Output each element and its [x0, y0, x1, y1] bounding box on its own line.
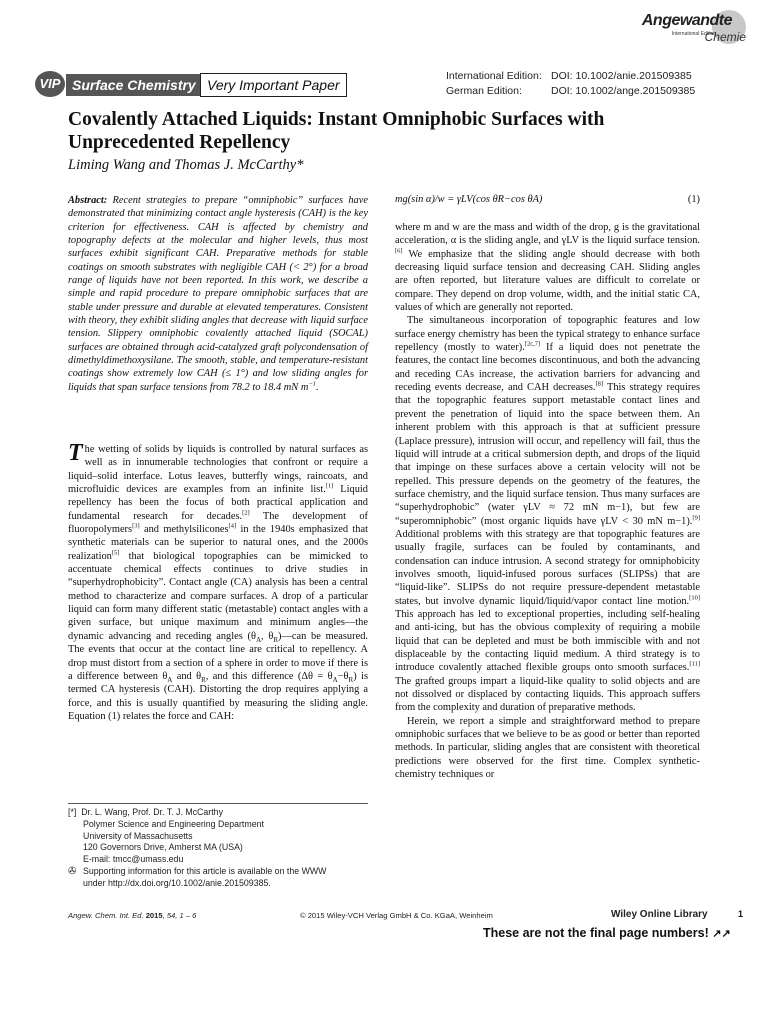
body-text: The simultaneous incorporation of topographic features and low surface energy chemistry has been the typical strategy to enhance surface repellency (mostly to water).: [395, 315, 700, 354]
ref: [5]: [111, 549, 120, 557]
doi-ger-label: German Edition:: [446, 85, 522, 97]
footnote-rule: [68, 803, 368, 804]
body-left-column: [68, 440, 368, 723]
body-text: , θ: [261, 630, 274, 642]
article-title: Covalently Attached Liquids: Instant Omniphobic Surfaces with Unprecedented Repellency: [68, 109, 605, 153]
abstract: [68, 194, 368, 394]
citation: [68, 911, 196, 920]
double-arrow-icon: ↗↗: [712, 928, 731, 940]
body-text: and θ: [172, 670, 202, 682]
doi-intl: DOI: 10.1002/anie.201509385: [551, 70, 692, 82]
body-text: )—can be measured. The events that occur at the contact line are critical to repellency. A drop must distort from a section of a sphere in order to move if there is a difference between θ: [68, 630, 368, 682]
subscript: R: [348, 675, 354, 684]
page-number: 1: [738, 909, 744, 919]
subscript: R: [201, 675, 206, 684]
vip-badge: VIP: [35, 71, 65, 97]
doi-ger: DOI: 10.1002/ange.201509385: [551, 85, 696, 97]
citation-year: 2015: [145, 911, 163, 920]
body-text: where m and w are the mass and width of the drop, g is the gravitational acceleration, α is the sliding angle, and γLV is the liquid surface tension.: [395, 222, 700, 247]
subscript: A: [332, 675, 338, 684]
abstract-label: Abstract:: [68, 195, 108, 206]
body-text: in the 1940s emphasized that synthetic materials can be superior to natural ones, and the 2000s realization: [68, 524, 368, 562]
footnote-email: E-mail: tmcc@umass.edu: [83, 854, 184, 865]
body-text: If a liquid does not penetrate the features, the contact line becomes discontinuous, and both the advancing and receding CAs increase, the activation barriers for advancing and receding events decrease, and CAH decreases.: [395, 342, 700, 394]
body-text: ) is termed CA hysteresis (CAH). Distorting the drop requires applying a force, and this is usually quantified by measuring the sliding angle. Equation (1) relates the force and CAH:: [68, 670, 368, 722]
body-text: , and this difference (Δθ = θ: [205, 670, 333, 682]
copyright: © 2015 Wiley-VCH Verlag GmbH & Co. KGaA, Weinheim: [300, 911, 493, 920]
footnote-line: Dr. L. Wang, Prof. Dr. T. J. McCarthy: [81, 807, 223, 817]
footnote-marker: [*]: [68, 807, 77, 817]
ref: [10]: [689, 594, 700, 602]
footnote-line: 120 Governors Drive, Amherst MA (USA): [83, 842, 243, 853]
supporting-info-line: Supporting information for this article is available on the WWW: [83, 865, 327, 876]
doi-intl-label: International Edition:: [446, 70, 542, 82]
ref: [8]: [595, 380, 604, 388]
abstract-end: .: [315, 381, 319, 393]
abstract-text: Recent strategies to prepare “omniphobic” surfaces have demonstrated that minimizing contact angle hysteresis (CAH) is the key criterion for effectiveness. CAH is affected by chemistry and topography defects at the molecular and higher levels, thus most surfaces exhibit significant CAH. Preparative methods for stable coatings on smooth substrates with negligible CAH (< 2°) for a broad range of liquids have not been reported. In this work, we describe a simple and rapid procedure to prepare omniphobic surfaces that are stable under pressure and durable at elevated temperatures. Consistent with theory, they exhibit sliding angles that decrease with liquid surface tension. Slippery omniphobic covalently attached liquid (SOCAL) surfaces are obtained through acid-catalyzed graft polycondensation of dimethyldimethoxysilane. The smooth, stable, and temperature-resistant coatings show extremely low CAH (≤ 1°) and low sliding angles for liquids that span surface tensions from 78.2 to 18.4 mN m: [68, 195, 368, 393]
subscript: A: [255, 635, 262, 644]
footnote-line: Polymer Science and Engineering Department: [83, 818, 264, 829]
ref: [3]: [132, 522, 140, 530]
ref: [1]: [325, 482, 334, 490]
paper-type-label: Very Important Paper: [200, 73, 347, 97]
logo-main-text: Angewandte: [641, 12, 732, 29]
body-right-column: [395, 221, 700, 781]
subscript: A: [167, 675, 173, 684]
body-text: Additional problems with this strategy are that topographic features are usually fragile, surfaces can be fouled by contaminants, and condensation can induce intrusion. A second strategy for omniphobicity involves smooth, liquid-infused porous surfaces (SLIPSs) that are “liquid-like”. SLIPSs do not require pressure-dependent metastable states, but involve dynamic liquid/liquid/vapor contact line motion.: [395, 528, 700, 607]
journal-logo: [640, 8, 750, 48]
ref: [9]: [692, 514, 700, 522]
body-text: The development of fluoropolymers: [68, 510, 368, 536]
footnote: [68, 807, 378, 890]
body-text: he wetting of solids by liquids is controlled by natural surfaces as well as in innumerable technologies that confront or require a liquid–solid interface. Lotus leaves, butterfly wings, raincoats, and microfluidic devices are examples from an infinite list.: [68, 444, 368, 496]
logo-tiny-text: International Edition: [671, 31, 716, 37]
body-text: This approach has led to exceptional properties, including self-healing and anti-icing, but has the obvious complexity of requiring a mobile liquid that can be depleted and must be both immiscible with and not displaceable by the contacting liquid medium. A third strategy is to introduce covalently attached flexible groups onto smooth surfaces.: [395, 608, 700, 674]
category-label: Surface Chemistry: [66, 74, 202, 96]
equation-1: [395, 194, 700, 205]
body-text: and methylsilicones: [139, 524, 229, 536]
citation-journal: Angew. Chem. Int. Ed.: [68, 911, 144, 920]
body-text: We emphasize that the sliding angle should decrease with both decreasing liquid surface tension and decreasing CAH. Sliding angles are often reported, but literature values are difficult to correlate or compare. They depend on drop volume, width, and the initial static CA, values of which are generally not reported.: [395, 248, 700, 314]
body-text: −θ: [337, 670, 349, 682]
footnote-line: University of Massachusetts: [83, 830, 193, 841]
wiley-online-library[interactable]: Wiley Online Library: [611, 909, 708, 920]
ref: [11]: [689, 660, 700, 668]
equation-text: mg(sin α)/w = γLV(cos θR−cos θA): [395, 194, 543, 205]
body-text: Herein, we report a simple and straightforward method to prepare omniphobic surfaces that we believe to be as good or better than reported methods. In particular, sliding angles that are consistent with theoretical predictions were observed for the first time. Complex synthetic-chemistry techniques or: [395, 715, 700, 781]
ref: [6]: [395, 247, 403, 255]
article-authors: Liming Wang and Thomas J. McCarthy*: [68, 157, 304, 173]
citation-rest: , 54, 1 – 6: [162, 911, 197, 920]
equation-number: (1): [687, 194, 700, 205]
ref: [2]: [242, 509, 250, 517]
ref: [2c,7]: [524, 340, 541, 348]
subscript: R: [273, 635, 279, 644]
body-text: The grafted groups impart a liquid-like quality to solid objects and are not dissolved or displaced by contacting liquids. This approach suffers from the complexity and duration of preparative methods.: [395, 675, 700, 714]
final-page-text: These are not the final page numbers!: [483, 926, 709, 940]
abstract-unit-exp: −1: [308, 380, 316, 388]
body-text: Liquid repellency has been the focus of both practical application and fundamental research for decades.: [68, 484, 368, 522]
logo-sub-text: Chemie: [704, 30, 746, 44]
supporting-info-icon: ✇: [68, 865, 77, 877]
supporting-info-link[interactable]: under http://dx.doi.org/10.1002/anie.201509385.: [83, 877, 271, 888]
ref: [4]: [228, 522, 237, 530]
drop-cap: T: [68, 440, 83, 466]
body-text: This strategy requires that the topographic features support metastable contact lines and prevent the penetration of liquid into the space between them. An inherent problem with this approach is that at sufficient pressure (Laplace pressure), intrusion will occur, and repellency will fail, thus the liquid will intrude at a critical submersion depth, and drops of the liquid that impinge on these surfaces above a certain velocity will not be repelled. This pressure depends on the geometry of the features, the surface chemistry, and the liquid surface tension. Thus many surfaces are “superhydrophobic” (water γLV ≈ 72 mN m−1), but few are “superomniphobic” (most organic liquids have γLV < 30 mN m−1).: [395, 382, 701, 527]
body-text: that biological topographies can be mimicked to accentuate chemical effects continues to drive studies in “superhydrophobicity”. Contact angle (CA) analysis has been a central method to characterize and compare surfaces. A drop of a particular liquid can form many different static (metastable) contact angles with a given surface, but unique maximum and minimum angles—the dynamic advancing and receding angles (θ: [68, 550, 368, 642]
final-page-notice: [483, 926, 731, 940]
